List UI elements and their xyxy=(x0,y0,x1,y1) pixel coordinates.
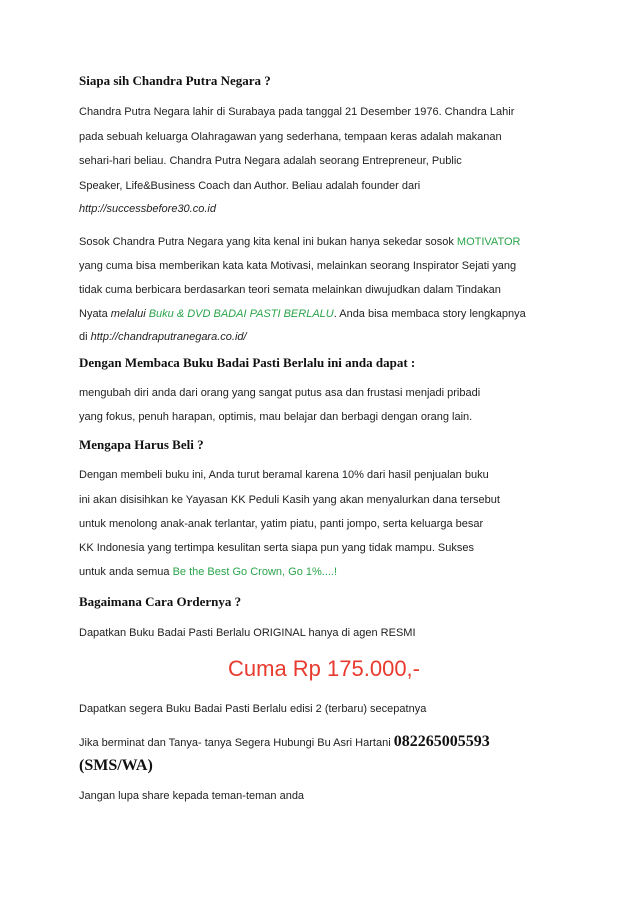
contact-type: (SMS/WA) xyxy=(79,757,153,774)
paragraph-line: mengubah diri anda dari orang yang sangat putus asa dan frustasi menjadi pribadi xyxy=(79,387,481,399)
section-title-who: Siapa sih Chandra Putra Negara ? xyxy=(79,73,271,88)
paragraph-line xyxy=(79,331,247,343)
text-span-italic: melalui xyxy=(110,308,149,320)
paragraph-line: untuk menolong anak-anak terlantar, yatim piatu, panti jompo, serta keluarga besar xyxy=(79,518,484,530)
paragraph-line xyxy=(79,733,490,751)
section-title-why-buy: Mengapa Harus Beli ? xyxy=(79,437,204,452)
text-span: untuk anda semua xyxy=(79,566,173,578)
paragraph-line: ini akan disisihkan ke Yayasan KK Peduli Kasih yang akan menyalurkan dana tersebut xyxy=(79,494,500,506)
paragraph-line: Dapatkan Buku Badai Pasti Berlalu ORIGINAL hanya di agen RESMI xyxy=(79,627,416,639)
paragraph-line: sehari-hari beliau. Chandra Putra Negara adalah seorang Entrepreneur, Public xyxy=(79,155,462,167)
section-title-benefit: Dengan Membaca Buku Badai Pasti Berlalu ini anda dapat : xyxy=(79,355,416,370)
paragraph-line: Jangan lupa share kepada teman-teman anda xyxy=(79,790,305,802)
paragraph-line: Dapatkan segera Buku Badai Pasti Berlalu edisi 2 (terbaru) secepatnya xyxy=(79,703,427,715)
text-span: Nyata xyxy=(79,308,111,320)
paragraph-line: yang fokus, penuh harapan, optimis, mau belajar dan berbagi dengan orang lain. xyxy=(79,411,473,423)
slogan-highlight: Be the Best Go Crown, Go 1%....! xyxy=(172,566,338,578)
paragraph-line xyxy=(79,236,520,248)
price-label: Cuma Rp 175.000,- xyxy=(228,656,420,681)
successbefore30-link[interactable]: http://successbefore30.co.id xyxy=(79,203,216,215)
text-span: Jika berminat dan Tanya- tanya Segera Hubungi Bu Asri Hartani xyxy=(79,737,394,749)
paragraph-line: pada sebuah keluarga Olahragawan yang sederhana, tempaan keras adalah makanan xyxy=(79,131,502,143)
paragraph-line: Dengan membeli buku ini, Anda turut beramal karena 10% dari hasil penjualan buku xyxy=(79,469,489,481)
book-dvd-link[interactable]: Buku & DVD BADAI PASTI BERLALU xyxy=(148,308,334,320)
phone-number: 082265005593 xyxy=(393,733,490,750)
text-span: di xyxy=(79,331,91,343)
paragraph-line: yang cuma bisa memberikan kata kata Motivasi, melainkan seorang Inspirator Sejati yang xyxy=(79,260,517,272)
paragraph-line: KK Indonesia yang tertimpa kesulitan serta siapa pun yang tidak mampu. Sukses xyxy=(79,542,475,554)
chandraputranegara-link[interactable]: http://chandraputranegara.co.id/ xyxy=(90,331,247,343)
text-span: . Anda bisa membaca story lengkapnya xyxy=(333,308,526,320)
text-span: Sosok Chandra Putra Negara yang kita kenal ini bukan hanya sekedar sosok xyxy=(79,236,457,248)
paragraph-line: Chandra Putra Negara lahir di Surabaya pada tanggal 21 Desember 1976. Chandra Lahir xyxy=(79,106,515,118)
paragraph-line: Speaker, Life&Business Coach dan Author. Beliau adalah founder dari xyxy=(79,180,421,192)
section-title-how-to-order: Bagaimana Cara Ordernya ? xyxy=(79,594,242,609)
paragraph-line xyxy=(79,566,337,578)
motivator-highlight: MOTIVATOR xyxy=(456,236,521,248)
paragraph-line: tidak cuma berbicara berdasarkan teori semata melainkan diwujudkan dalam Tindakan xyxy=(79,284,501,296)
paragraph-line xyxy=(79,308,526,320)
